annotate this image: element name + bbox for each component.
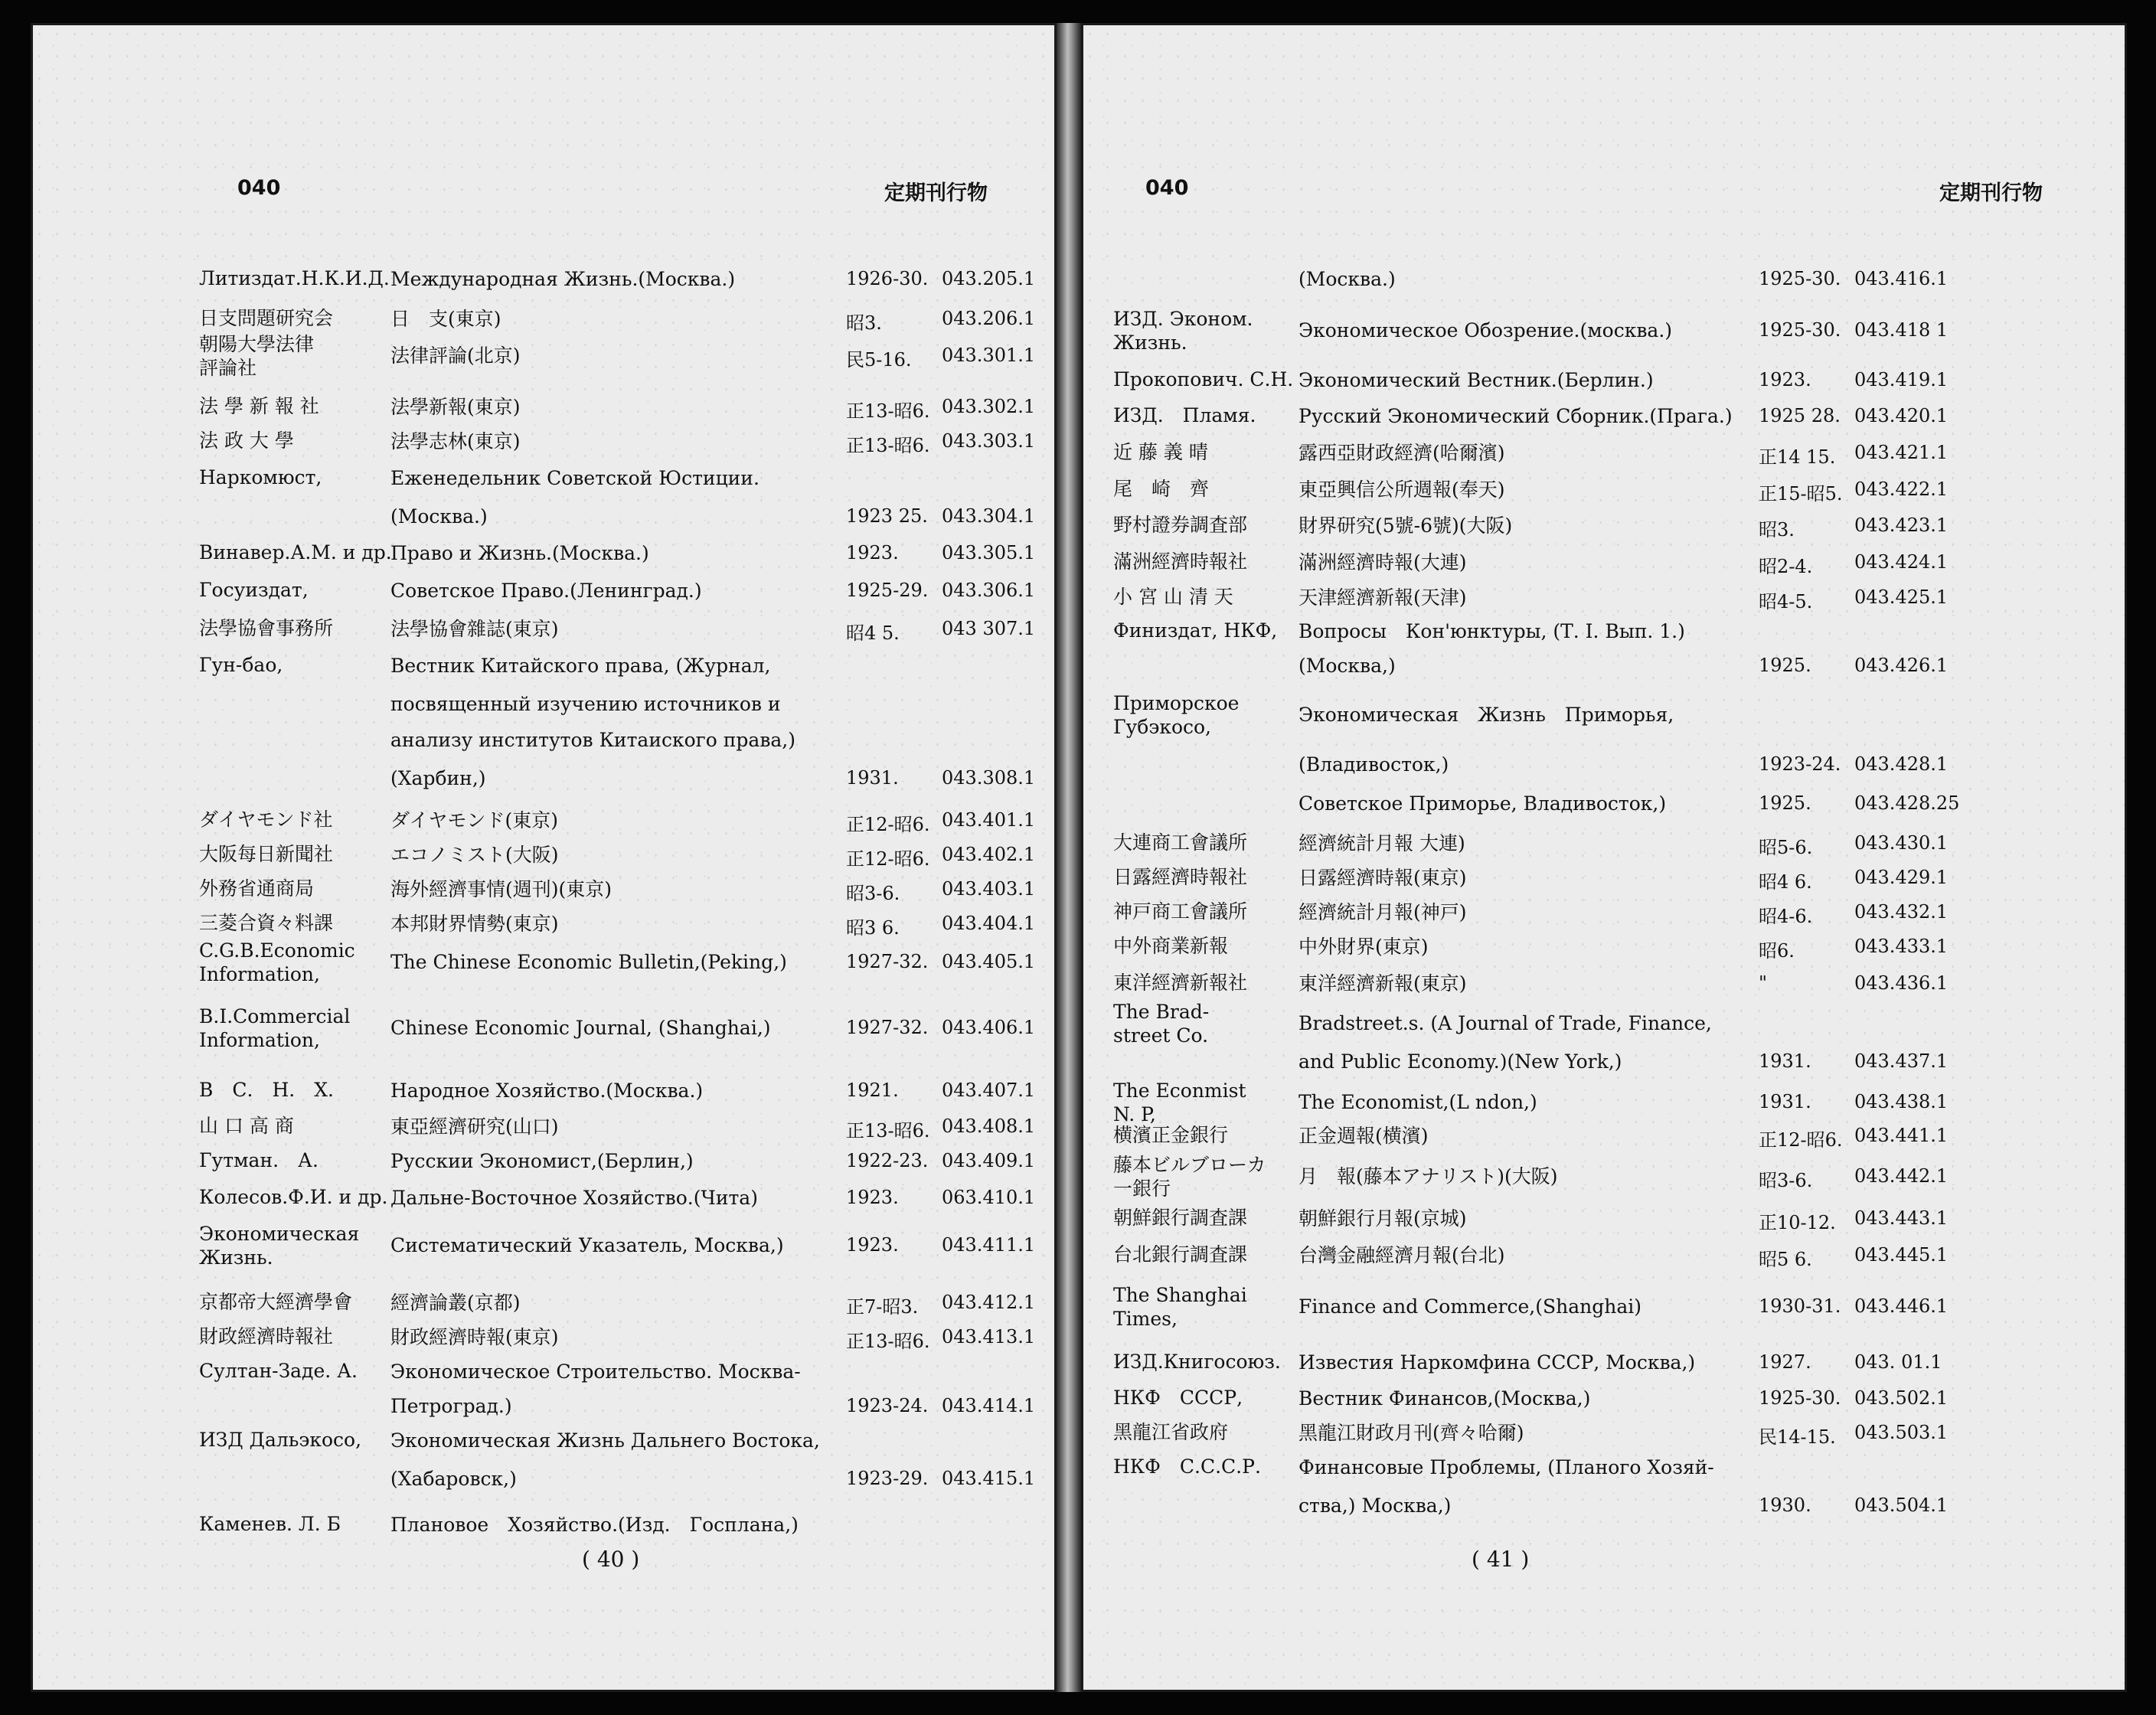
entry-publisher: 京都帝大經濟學會 — [199, 1291, 353, 1313]
entry-title: Вестник Финансов,(Москва,) — [1298, 1387, 1591, 1410]
entry-code: 043.424.1 — [1854, 551, 1949, 573]
entry-title: Народное Хозяйство.(Москва.) — [390, 1080, 704, 1102]
entry-title: Chinese Economic Journal, (Shanghai,) — [390, 1017, 771, 1039]
entry-year: 正13-昭6. — [846, 435, 930, 456]
entry-year: 1923-29. — [846, 1468, 929, 1489]
entry-year: 民5-16. — [846, 349, 912, 371]
entry-code: 043.403.1 — [942, 878, 1036, 900]
entry-year: 正12-昭6. — [846, 814, 930, 835]
entry-publisher: 中外商業新報 — [1113, 935, 1229, 957]
entry-title: Право и Жизнь.(Москва.) — [390, 542, 649, 564]
entry-publisher: 朝鮮銀行調査課 — [1113, 1207, 1248, 1229]
entry-title: Экономическое Обозрение.(москва.) — [1298, 319, 1673, 341]
entry-publisher: 日露經濟時報社 — [1113, 866, 1248, 888]
entry-code: 043.301.1 — [942, 345, 1036, 366]
entry-title: ダイヤモンド(東京) — [390, 809, 559, 831]
entry-publisher: 大阪每日新聞社 — [199, 843, 334, 865]
entry-code: 043.205.1 — [942, 268, 1036, 289]
entry-code: 043.428.25 — [1854, 792, 1960, 814]
entry-code: 043 307.1 — [942, 618, 1036, 639]
entry-code: 043.302.1 — [942, 396, 1036, 417]
entry-title: Русскии Экономист,(Берлин,) — [390, 1150, 694, 1172]
entry-publisher: 財政經濟時報社 — [199, 1325, 334, 1348]
entry-title: (Москва.) — [1298, 268, 1396, 290]
entry-title: Дальне-Восточное Хозяйство.(Чита) — [390, 1187, 758, 1209]
entry-code: 043.445.1 — [1854, 1244, 1949, 1266]
entry-code: 043.433.1 — [1854, 936, 1949, 957]
entry-year: 正14 15. — [1759, 446, 1836, 468]
entry-publisher: Султан-Заде. А. — [199, 1360, 358, 1382]
entry-publisher: Гун-бао, — [199, 654, 283, 676]
entry-publisher: Приморское Губэкосо, — [1113, 692, 1240, 738]
entry-title: エコノミスト(大阪) — [390, 844, 559, 866]
entry-year: 1925-30. — [1759, 1387, 1841, 1409]
entry-year: 1925. — [1759, 655, 1811, 676]
entry-publisher: Финиздат, НКФ, — [1113, 619, 1278, 642]
entry-year: 1923. — [846, 1234, 899, 1256]
entry-title: Экономическая Жизнь Дальнего Востока, — [390, 1429, 820, 1452]
entry-year: 昭4-5. — [1759, 591, 1813, 612]
entry-code: 043.441.1 — [1854, 1125, 1949, 1146]
entry-year: 1930. — [1759, 1494, 1811, 1516]
entry-title: 中外財界(東京) — [1298, 936, 1429, 958]
entry-title: 黑龍江財政月刊(齊々哈爾) — [1298, 1422, 1524, 1444]
entry-year: 1923-24. — [1759, 753, 1841, 775]
entry-code: 043.408.1 — [942, 1116, 1036, 1137]
right-page-number: ( 41 ) — [1472, 1547, 1530, 1572]
entry-year: 1923. — [846, 542, 899, 564]
entry-publisher: 朝陽大學法律 評論社 — [199, 333, 315, 379]
entry-publisher: The Econmist N. P, — [1113, 1080, 1246, 1125]
entry-code: 043.425.1 — [1854, 586, 1949, 608]
entry-year: 正7-昭3. — [846, 1296, 919, 1318]
right-header-title: 定期刊行物 — [1939, 181, 2043, 205]
entry-year: 1926-30. — [846, 268, 929, 289]
entry-title: Вопросы Кон'юнктуры, (Т. I. Вып. 1.) — [1298, 620, 1685, 642]
entry-title: Русский Экономический Сборник.(Прага.) — [1298, 405, 1733, 427]
entry-title: 本邦財界情勢(東京) — [390, 913, 559, 935]
entry-code: 043.402.1 — [942, 844, 1036, 865]
entry-title: ства,) Москва,) — [1298, 1494, 1452, 1517]
entry-code: 043.407.1 — [942, 1080, 1036, 1101]
entry-publisher: 法學協會事務所 — [199, 617, 334, 639]
entry-code: 043.415.1 — [942, 1468, 1036, 1489]
entry-code: 063.410.1 — [942, 1187, 1036, 1208]
entry-code: 043.419.1 — [1854, 369, 1949, 390]
entry-code: 043.429.1 — [1854, 867, 1949, 888]
entry-publisher: 外務省通商局 — [199, 877, 315, 900]
entry-code: 043. 01.1 — [1854, 1351, 1942, 1373]
entry-code: 043.420.1 — [1854, 405, 1949, 426]
entry-code: 043.416.1 — [1854, 268, 1949, 289]
entry-publisher: 近 藤 義 晴 — [1113, 441, 1208, 463]
entry-title: Советское Приморье, Владивосток,) — [1298, 792, 1667, 815]
entry-title: Плановое Хозяйство.(Изд. Госплана,) — [390, 1514, 799, 1536]
entry-title: Еженедельник Советской Юстиции. — [390, 467, 760, 489]
entry-code: 043.404.1 — [942, 913, 1036, 934]
entry-code: 043.418 1 — [1854, 319, 1949, 341]
entry-year: 昭4-6. — [1759, 906, 1813, 927]
entry-publisher: Колесов.Ф.И. и др. — [199, 1186, 388, 1208]
entry-year: 昭4 6. — [1759, 871, 1812, 893]
entry-publisher: B.I.Commercial Information, — [199, 1005, 351, 1051]
entry-code: 043.432.1 — [1854, 901, 1949, 923]
entry-publisher: 三菱合資々料課 — [199, 912, 334, 934]
entry-year: 1931. — [1759, 1091, 1811, 1112]
entry-publisher: ИЗД.Книгосоюз. — [1113, 1351, 1281, 1373]
entry-publisher: НКФ СССР, — [1113, 1387, 1243, 1409]
entry-title: The Chinese Economic Bulletin,(Peking,) — [390, 951, 787, 973]
entry-title: 海外經濟事情(週刊)(東京) — [390, 878, 612, 900]
entry-publisher: Наркомюст, — [199, 466, 322, 488]
entry-year: 1927-32. — [846, 951, 929, 972]
entry-code: 043.428.1 — [1854, 753, 1949, 775]
entry-year: 1923. — [846, 1187, 899, 1208]
entry-title: 東洋經濟新報(東京) — [1298, 972, 1467, 995]
entry-year: 民14-15. — [1759, 1426, 1836, 1448]
entry-code: 043.305.1 — [942, 542, 1036, 564]
entry-code: 043.504.1 — [1854, 1494, 1949, 1516]
entry-year: 1930-31. — [1759, 1295, 1841, 1317]
entry-year: 昭5 6. — [1759, 1249, 1812, 1270]
entry-title: Международная Жизнь.(Москва.) — [390, 268, 736, 290]
entry-year: 1927-32. — [846, 1017, 929, 1038]
entry-year: 昭3-6. — [1759, 1170, 1813, 1191]
entry-title: Известия Наркомфина СССР, Москва,) — [1298, 1351, 1696, 1374]
entry-title: 法學志林(東京) — [390, 430, 521, 452]
entry-publisher: Литиздат.Н.К.И.Д. — [199, 267, 390, 289]
entry-year: 1931. — [1759, 1050, 1811, 1072]
entry-publisher: 小 宮 山 清 天 — [1113, 586, 1233, 608]
entry-publisher: 滿洲經濟時報社 — [1113, 550, 1248, 573]
entry-title: 經濟統計月報(神戸) — [1298, 901, 1467, 923]
entry-year: 昭2-4. — [1759, 556, 1813, 577]
entry-title: 財界研究(5號-6號)(大阪) — [1298, 514, 1513, 537]
left-header-title: 定期刊行物 — [884, 181, 988, 205]
entry-publisher: 法 政 大 學 — [199, 430, 294, 452]
entry-title: 經濟統計月報 大連) — [1298, 832, 1465, 854]
entry-year: 1923 25. — [846, 505, 928, 527]
entry-title: 日露經濟時報(東京) — [1298, 867, 1467, 889]
entry-code: 043.437.1 — [1854, 1050, 1949, 1072]
entry-year: 正15-昭5. — [1759, 483, 1843, 505]
entry-publisher: Винавер.А.М. и др. — [199, 541, 392, 564]
entry-code: 043.405.1 — [942, 951, 1036, 972]
entry-year: 昭3. — [1759, 519, 1795, 541]
entry-title: анализу институтов Китаиского права,) — [390, 729, 796, 751]
entry-code: 043.442.1 — [1854, 1165, 1949, 1187]
entry-code: 043.436.1 — [1854, 972, 1949, 994]
entry-publisher: 日支問題研究会 — [199, 307, 334, 329]
entry-code: 043.423.1 — [1854, 514, 1949, 536]
entry-code: 043.304.1 — [942, 505, 1036, 527]
entry-publisher: 山 口 高 商 — [199, 1115, 294, 1137]
entry-publisher: The Shanghai Times, — [1113, 1284, 1247, 1330]
entry-year: 正12-昭6. — [1759, 1129, 1843, 1151]
entry-title: 東亞興信公所週報(奉天) — [1298, 479, 1505, 501]
entry-publisher: C.G.B.Economic Information, — [199, 939, 355, 985]
entry-title: 正金週報(横濱) — [1298, 1125, 1429, 1147]
entry-year: 正13-昭6. — [846, 1331, 930, 1352]
entry-title: 法學新報(東京) — [390, 396, 521, 418]
entry-year: 昭5-6. — [1759, 837, 1813, 858]
entry-code: 043.308.1 — [942, 767, 1036, 789]
entry-code: 043.446.1 — [1854, 1295, 1949, 1317]
entry-year: 1923-24. — [846, 1395, 929, 1416]
entry-year: 正12-昭6. — [846, 848, 930, 870]
entry-title: The Economist,(L ndon,) — [1298, 1091, 1537, 1113]
entry-title: Вестник Китайского права, (Журнал, — [390, 655, 771, 677]
entry-publisher: 法 學 新 報 社 — [199, 395, 319, 417]
entry-publisher: 神戸商工會議所 — [1113, 900, 1248, 923]
entry-code: 043.409.1 — [942, 1150, 1036, 1171]
entry-code: 043.406.1 — [942, 1017, 1036, 1038]
entry-code: 043.411.1 — [942, 1234, 1036, 1256]
entry-year: 1925-30. — [1759, 268, 1841, 289]
entry-year: 昭3 6. — [846, 917, 900, 939]
entry-code: 043.413.1 — [942, 1326, 1036, 1348]
entry-title: 東亞經濟研究(山口) — [390, 1116, 559, 1138]
entry-year: 1925 28. — [1759, 405, 1841, 426]
entry-publisher: Экономическая Жизнь. — [199, 1223, 360, 1269]
entry-year: 正13-昭6. — [846, 400, 930, 422]
entry-year: 昭3. — [846, 312, 882, 334]
entry-title: 天津經濟新報(天津) — [1298, 586, 1467, 609]
entry-code: 043.438.1 — [1854, 1091, 1949, 1112]
entry-publisher: 大連商工會議所 — [1113, 831, 1248, 854]
entry-title: (Владивосток,) — [1298, 753, 1449, 776]
left-header-number: 040 — [237, 176, 281, 200]
entry-publisher: ИЗД. Эконом. Жизнь. — [1113, 308, 1253, 354]
entry-publisher: 野村證券調査部 — [1113, 514, 1248, 536]
entry-publisher: Гутман. А. — [199, 1149, 318, 1171]
right-page — [1081, 23, 2127, 1692]
entry-publisher: Прокопович. С.Н. — [1113, 368, 1294, 390]
entry-year: 1922-23. — [846, 1150, 929, 1171]
entry-publisher: 尾 崎 齊 — [1113, 478, 1210, 500]
entry-code: 043.303.1 — [942, 430, 1036, 452]
entry-publisher: 黑龍江省政府 — [1113, 1421, 1229, 1443]
entry-code: 043.414.1 — [942, 1395, 1036, 1416]
entry-year: 1923. — [1759, 369, 1811, 390]
entry-year: 1925-30. — [1759, 319, 1841, 341]
entry-title: (Хабаровск,) — [390, 1468, 517, 1490]
entry-title: 財政經濟時報(東京) — [390, 1326, 559, 1348]
entry-title: (Москва.) — [390, 505, 488, 528]
entry-publisher: В С. Н. Х. — [199, 1079, 334, 1101]
right-header-number: 040 — [1145, 176, 1189, 200]
entry-publisher: ИЗД. Пламя. — [1113, 404, 1256, 426]
entry-publisher: ИЗД Дальэкосо, — [199, 1429, 362, 1451]
entry-publisher: 台北銀行調査課 — [1113, 1243, 1248, 1266]
entry-code: 043.502.1 — [1854, 1387, 1949, 1409]
entry-publisher: НКФ С.С.С.Р. — [1113, 1455, 1261, 1478]
entry-code: 043.421.1 — [1854, 442, 1949, 463]
entry-publisher: 横濱正金銀行 — [1113, 1124, 1229, 1146]
entry-title: 滿洲經濟時報(大連) — [1298, 551, 1467, 573]
entry-publisher: Госуиздат, — [199, 579, 309, 601]
entry-publisher: ダイヤモンド社 — [199, 808, 333, 831]
left-page — [31, 23, 1057, 1692]
entry-title: Экономический Вестник.(Берлин.) — [1298, 369, 1654, 391]
entry-code: 043.503.1 — [1854, 1422, 1949, 1443]
entry-title: and Public Economy.)(New York,) — [1298, 1050, 1622, 1073]
entry-year: 正13-昭6. — [846, 1120, 930, 1142]
entry-title: 露西亞財政經濟(哈爾濱) — [1298, 442, 1505, 464]
entry-publisher: 東洋經濟新報社 — [1113, 972, 1248, 994]
entry-year: 1931. — [846, 767, 899, 789]
entry-title: 經濟論叢(京都) — [390, 1292, 521, 1314]
entry-year: 昭6. — [1759, 940, 1795, 962]
entry-title: Экономическое Строительство. Москва- — [390, 1361, 801, 1383]
entry-code: 043.443.1 — [1854, 1207, 1949, 1229]
entry-title: 法律評論(北京) — [390, 345, 521, 367]
entry-code: 043.412.1 — [942, 1292, 1036, 1313]
entry-title: Петроград.) — [390, 1395, 512, 1417]
entry-code: 043.430.1 — [1854, 832, 1949, 854]
entry-publisher: Каменев. Л. Б — [199, 1513, 341, 1535]
entry-year: 昭4 5. — [846, 622, 900, 644]
entry-year: 1925. — [1759, 792, 1811, 814]
entry-title: Финансовые Проблемы, (Планого Хозяй- — [1298, 1456, 1714, 1478]
entry-year: 昭3-6. — [846, 883, 900, 904]
entry-publisher: The Brad- street Co. — [1113, 1001, 1210, 1047]
entry-title: (Москва,) — [1298, 655, 1396, 677]
entry-year: " — [1759, 972, 1768, 994]
entry-title: 月 報(藤本アナリスト)(大阪) — [1298, 1165, 1558, 1187]
entry-title: 朝鮮銀行月報(京城) — [1298, 1207, 1467, 1230]
entry-title: Bradstreet.s. (A Journal of Trade, Finance, — [1298, 1012, 1712, 1034]
entry-title: Систематический Указатель, Москва,) — [390, 1234, 784, 1256]
entry-title: (Харбин,) — [390, 767, 486, 789]
entry-code: 043.206.1 — [942, 308, 1036, 329]
entry-code: 043.306.1 — [942, 580, 1036, 601]
entry-code: 043.401.1 — [942, 809, 1036, 831]
entry-publisher: 藤本ビルブローカ 一銀行 — [1113, 1154, 1266, 1200]
entry-title: Finance and Commerce,(Shanghai) — [1298, 1295, 1642, 1318]
entry-title: 台灣金融經濟月報(台北) — [1298, 1244, 1505, 1266]
entry-code: 043.422.1 — [1854, 479, 1949, 500]
entry-title: Экономическая Жизнь Приморья, — [1298, 704, 1674, 726]
entry-title: посвященный изучению источников и — [390, 693, 781, 715]
entry-year: 1925-29. — [846, 580, 929, 601]
left-page-number: ( 40 ) — [582, 1547, 640, 1572]
book-gutter — [1057, 23, 1081, 1692]
entry-year: 正10-12. — [1759, 1212, 1836, 1233]
entry-year: 1921. — [846, 1080, 899, 1101]
entry-title: 法學協會雜誌(東京) — [390, 618, 559, 640]
entry-title: Советское Право.(Ленинград.) — [390, 580, 702, 602]
entry-code: 043.426.1 — [1854, 655, 1949, 676]
entry-year: 1927. — [1759, 1351, 1811, 1373]
entry-title: 日 支(東京) — [390, 308, 501, 330]
